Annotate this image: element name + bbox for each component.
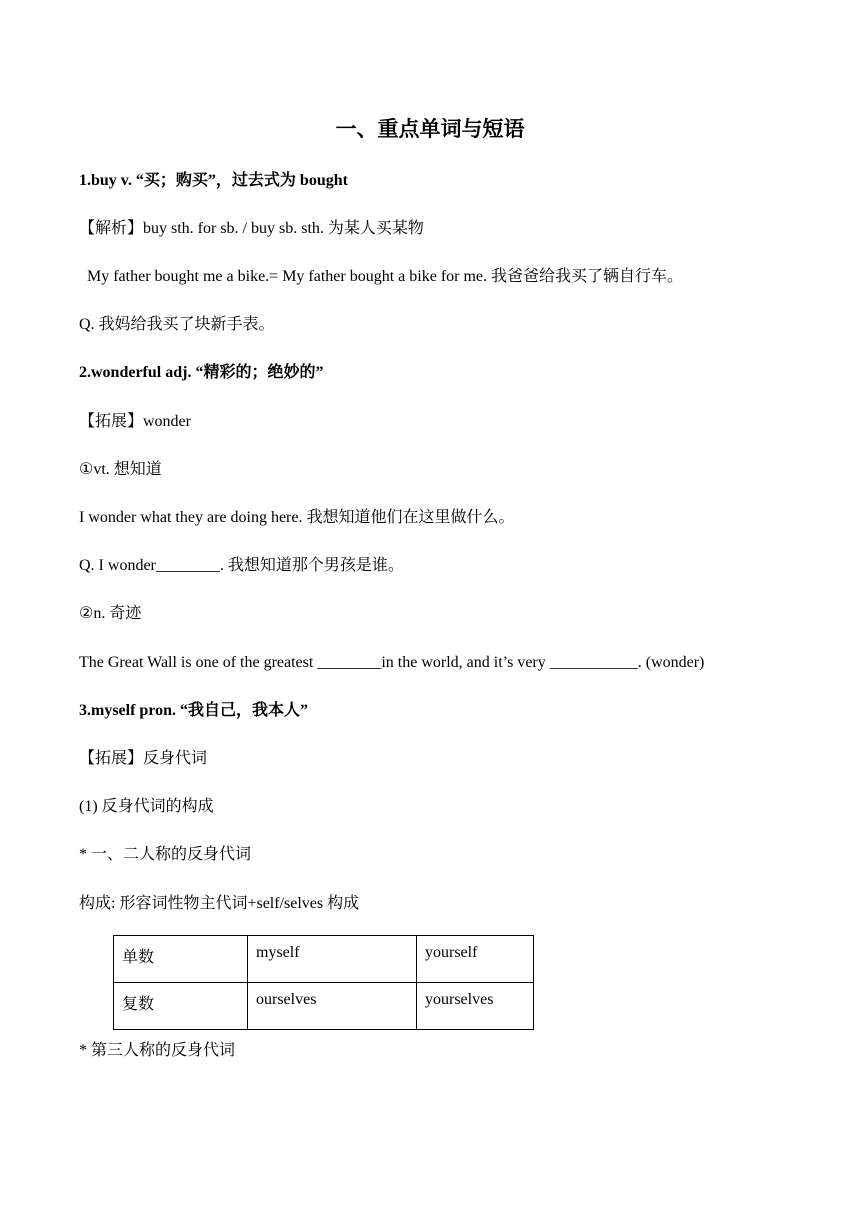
question-line: Q. 我妈给我买了块新手表。: [79, 316, 275, 333]
extension-line: 【拓展】wonder: [79, 413, 191, 430]
question-line: Q. I wonder________. 我想知道那个男孩是谁。: [79, 557, 404, 574]
sense-noun: ②n. 奇迹: [79, 605, 142, 622]
entry-heading-buy: 1.buy v. “买；购买”，过去式为 bought: [79, 172, 348, 189]
page-title: 一、重点单词与短语: [335, 117, 525, 141]
entry-heading-wonderful: 2.wonderful adj. “精彩的；绝妙的”: [79, 364, 324, 381]
example-sentence: My father bought me a bike.= My father bought a bike for me. 我爸爸给我买了辆自行车。: [87, 268, 684, 285]
table-row: [114, 983, 534, 1030]
analysis-line: 【解析】buy sth. for sb. / buy sb. sth. 为某人买某物: [79, 220, 424, 237]
example-sentence: I wonder what they are doing here. 我想知道他们在这里做什么。: [79, 509, 515, 526]
reflexive-pronoun-table: [113, 935, 534, 1030]
formation-rule: 构成: 形容词性物主代词+self/selves 构成: [79, 895, 360, 912]
table-cell: 复数: [114, 983, 248, 1030]
exercise-sentence: The Great Wall is one of the greatest ________in the world, and it’s very ___________. (wonder): [79, 654, 705, 671]
table-cell: yourself: [417, 936, 534, 983]
sense-verb: ①vt. 想知道: [79, 461, 162, 478]
table-cell: yourselves: [417, 983, 534, 1030]
subheading-formation: (1) 反身代词的构成: [79, 798, 214, 815]
bullet-first-second-person: * 一、二人称的反身代词: [79, 846, 252, 863]
entry-heading-myself: 3.myself pron. “我自己，我本人”: [79, 702, 309, 719]
table-cell: ourselves: [248, 983, 417, 1030]
table-cell: myself: [248, 936, 417, 983]
table-cell: 单数: [114, 936, 248, 983]
bullet-third-person: * 第三人称的反身代词: [79, 1042, 236, 1059]
table-row: [114, 936, 534, 983]
extension-line: 【拓展】反身代词: [79, 750, 208, 767]
